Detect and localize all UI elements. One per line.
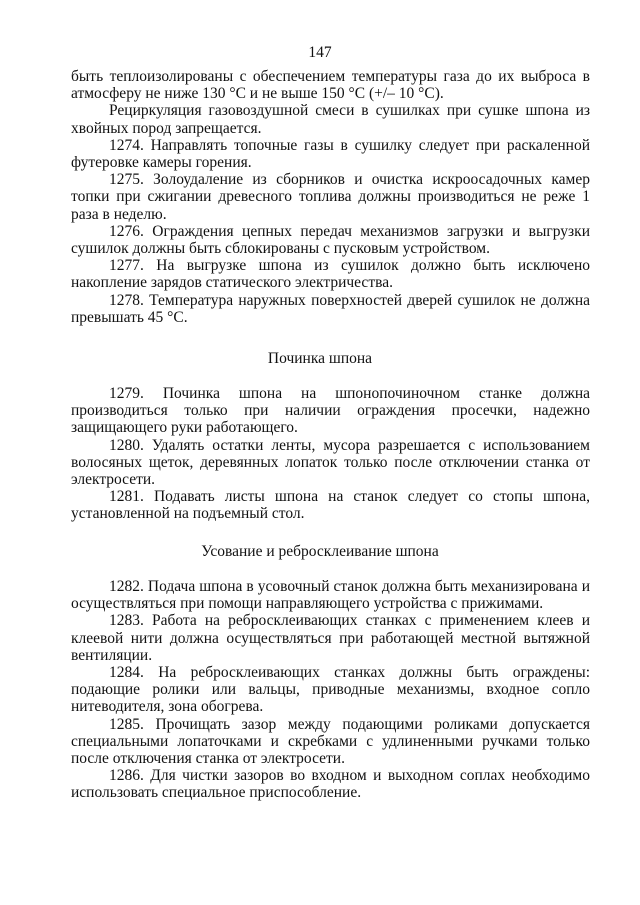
section-veneer-repair: [71, 385, 590, 523]
paragraph: Рециркуляция газовоздушной смеси в сушилках при сушке шпона из хвойных пород запрещается.: [71, 102, 590, 137]
section-heading-edge-gluing: Усование и ребросклеивание шпона: [201, 543, 439, 560]
paragraph-1279: 1279. Починка шпона на шпонопочиночном станке должна производиться только при наличии ограждения просечки, надежно защищающего руки работающего.: [71, 385, 590, 437]
paragraph-1286: 1286. Для чистки зазоров во входном и выходном соплах необходимо использовать специальное приспособление.: [71, 767, 590, 802]
paragraph-1282: 1282. Подача шпона в усовочный станок должна быть механизирована и осуществляться при помощи направляющего устройства с прижимами.: [71, 578, 590, 613]
section-heading-veneer-repair: Починка шпона: [267, 350, 373, 367]
section-edge-gluing: [71, 578, 590, 802]
paragraph-1277: 1277. На выгрузке шпона из сушилок должно быть исключено накопление зарядов статического электричества.: [71, 257, 590, 292]
paragraph-1276: 1276. Ограждения цепных передач механизмов загрузки и выгрузки сушилок должны быть сблокированы с пусковым устройством.: [71, 222, 590, 258]
paragraph-1278: 1278. Температура наружных поверхностей дверей сушилок не должна превышать 45 °С.: [71, 291, 590, 326]
section-drying: [71, 68, 590, 326]
paragraph: быть теплоизолированы с обеспечением температуры газа до их выброса в атмосферу не ниже 130 °С и не выше 150 °С (+/– 10 °С).: [71, 68, 590, 103]
paragraph-1283: 1283. Работа на ребросклеивающих станках с применением клеев и клеевой нити должна осуществляться при работающей местной вытяжной вентиляции.: [71, 612, 590, 664]
paragraph-1281: 1281. Подавать листы шпона на станок следует со стопы шпона, установленной на подъемный стол.: [71, 488, 590, 523]
paragraph-1280: 1280. Удалять остатки ленты, мусора разрешается с использованием волосяных щеток, деревянных лопаток только после отключении станка от электросети.: [71, 436, 590, 489]
paragraph-1275: 1275. Золоудаление из сборников и очистка искроосадочных камер топки при сжигании древесного топлива должны производиться не реже 1 раза в неделю.: [71, 171, 590, 223]
paragraph-1285: 1285. Прочищать зазор между подающими роликами допускается специальными лопаточками и скребками с удлиненными ручками только после отключения станка от электросети.: [71, 715, 590, 768]
paragraph-1284: 1284. На ребросклеивающих станках должны быть ограждены: подающие ролики или вальцы, приводные механизмы, входное сопло нитеводителя, зона обогрева.: [71, 664, 590, 716]
paragraph-1274: 1274. Направлять топочные газы в сушилку следует при раскаленной футеровке камеры горения.: [71, 136, 590, 172]
page-number: 147: [308, 44, 332, 61]
